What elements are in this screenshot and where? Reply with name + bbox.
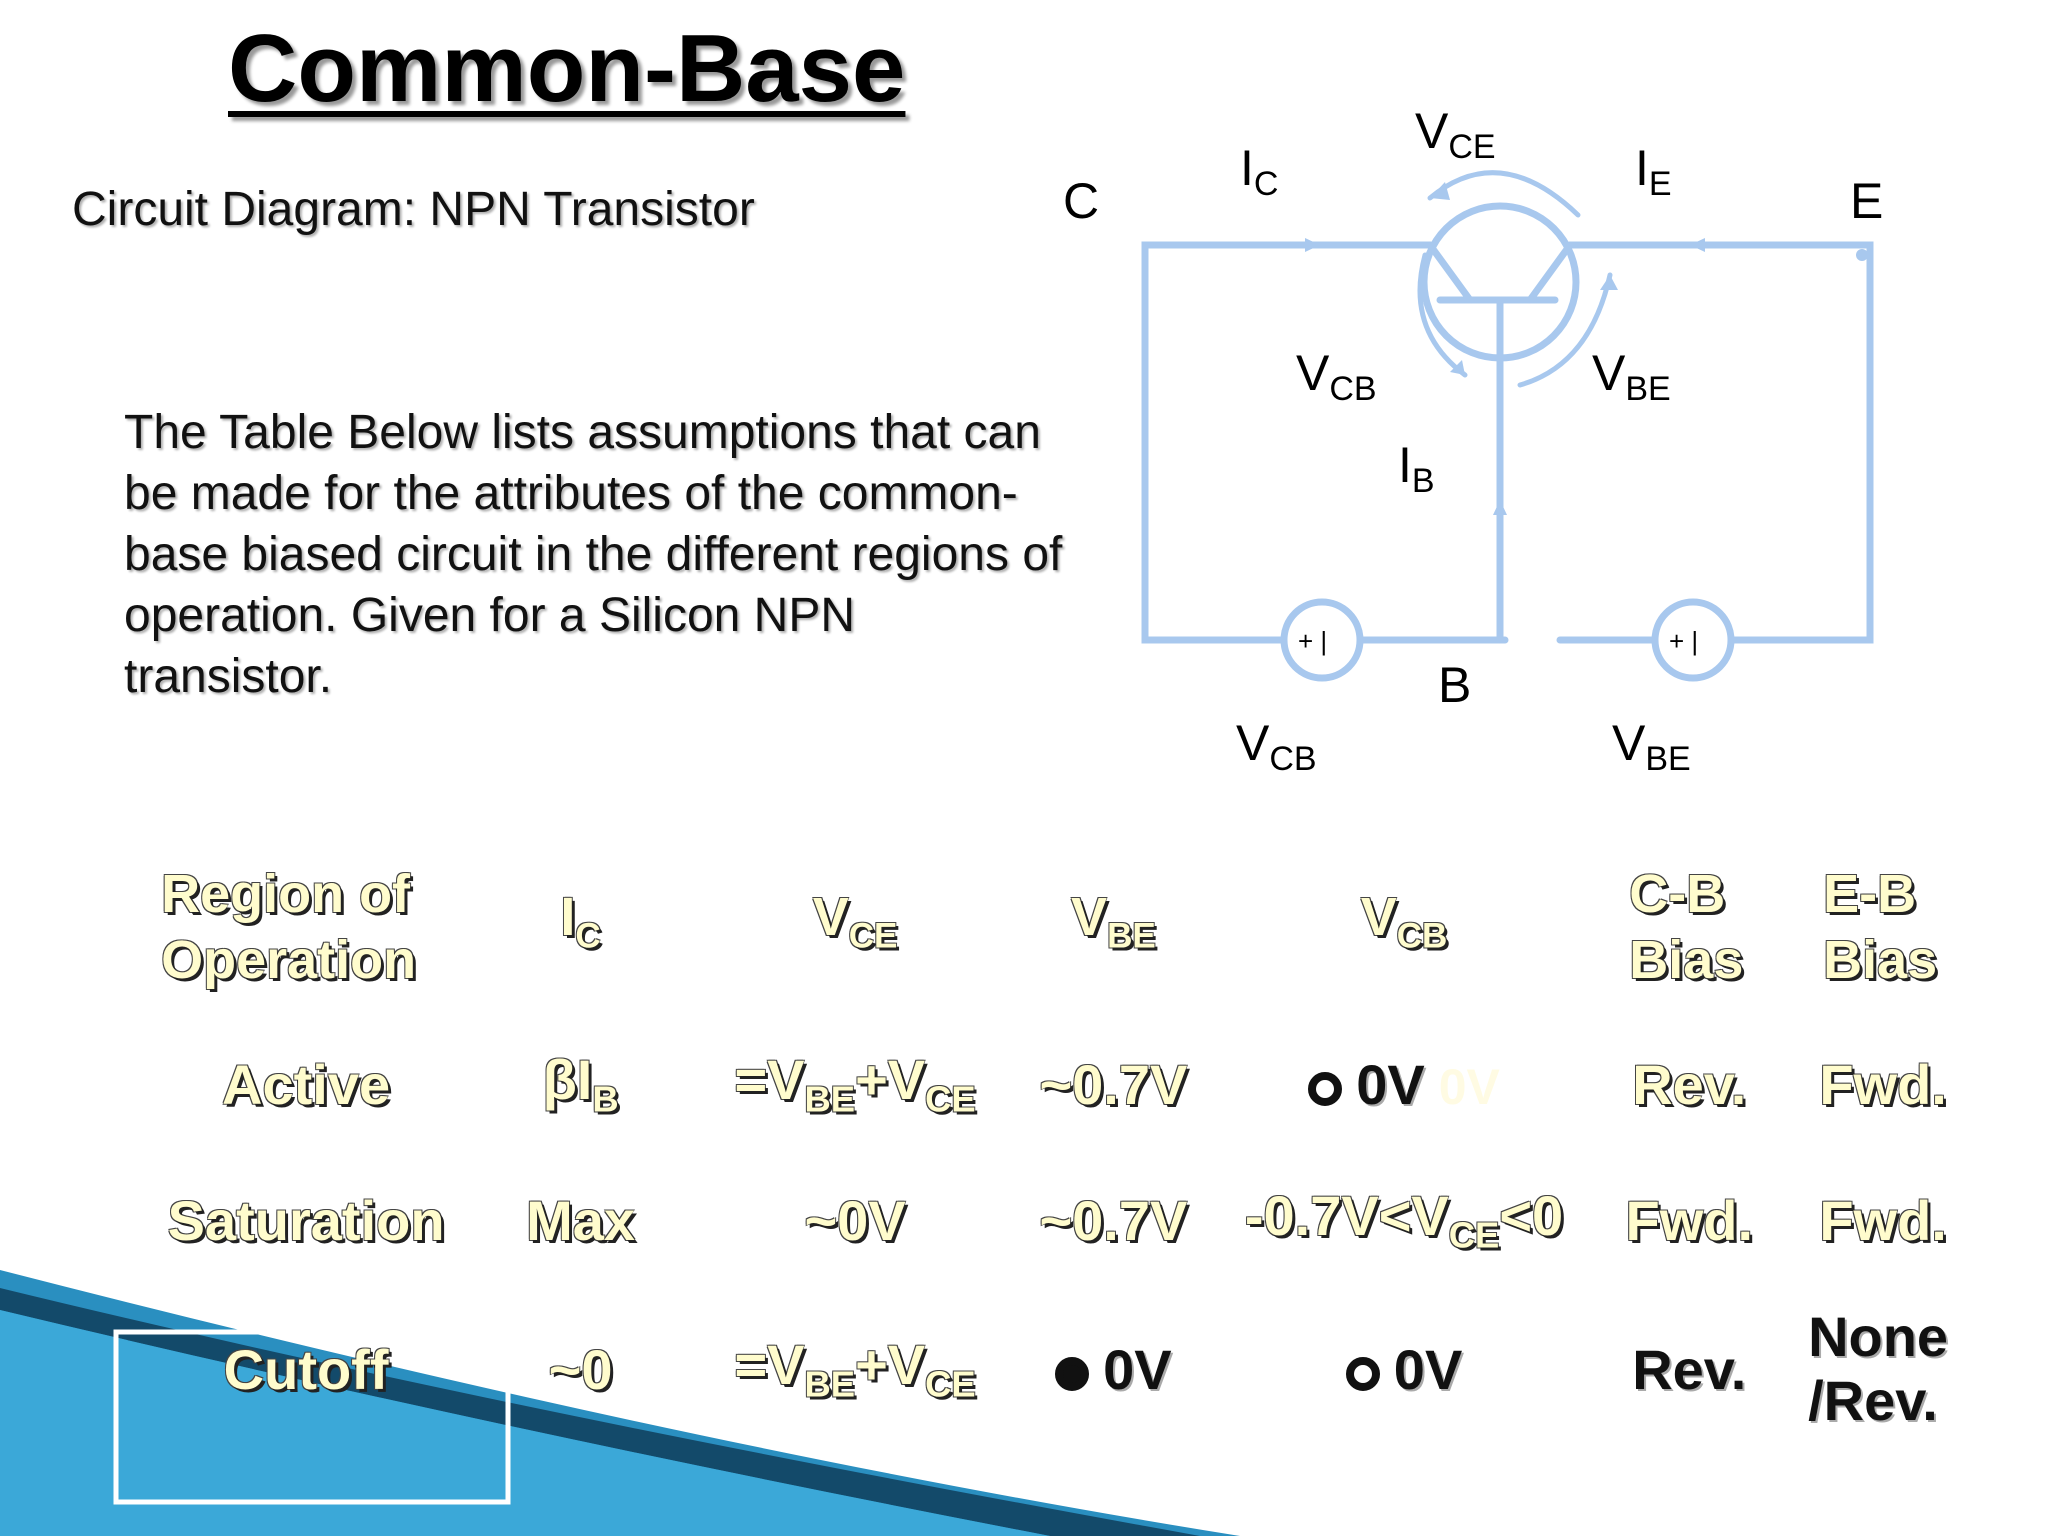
cell-vbe: ~0.7V <box>1039 1188 1188 1252</box>
cell-cb-bias: Rev. <box>1632 1052 1747 1116</box>
cell-eb-bias: None /Rev. <box>1808 1305 1949 1432</box>
header-vce: $V_{CE}$ <box>812 887 898 956</box>
ib-label: $I_B$ <box>1398 437 1435 500</box>
cell-vcb: 0V 0V <box>1216 1022 1593 1146</box>
vbe-source-label: $V_{BE}$ <box>1612 715 1691 778</box>
cell-eb-bias: Fwd. <box>1819 1188 1947 1252</box>
cell-eb-bias: Fwd. <box>1819 1052 1947 1116</box>
cell-vce: $=V_{BE}+V_{CE}$ <box>734 1048 976 1120</box>
slide-title: Common-Base <box>228 15 906 122</box>
node-b-label: B <box>1438 657 1472 713</box>
vcb-inner-label: $V_{CB}$ <box>1296 345 1377 408</box>
wire-right-loop <box>1570 245 1870 640</box>
cell-ic: Max <box>526 1188 636 1252</box>
circle-icon <box>1308 1072 1342 1106</box>
description-paragraph: The Table Below lists assumptions that can be made for the attributes of the common-base biased circuit in the different regions of operation. Given for a Silicon NPN transistor. <box>124 406 1063 703</box>
header-eb-bias: E-B Bias <box>1823 864 1938 990</box>
table-header-row <box>150 832 1980 1022</box>
vcb-source-label: $V_{CB}$ <box>1236 715 1317 778</box>
regions-table <box>150 832 1980 1444</box>
cell-vce: $=V_{BE}+V_{CE}$ <box>734 1333 976 1405</box>
wire-left-loop <box>1145 245 1505 640</box>
cell-vbe: 0V <box>1011 1294 1216 1444</box>
cell-vbe: ~0.7V <box>1039 1052 1188 1116</box>
header-cb-bias: C-B Bias <box>1629 864 1744 990</box>
cell-region: Saturation <box>167 1188 445 1252</box>
cell-ic: $\beta I_B$ <box>542 1048 619 1120</box>
header-region: Region of Operation <box>161 864 417 990</box>
slide-subtitle: Circuit Diagram: NPN Transistor <box>72 183 755 236</box>
vce-label: $V_{CE}$ <box>1415 103 1496 166</box>
cell-ic: ~0 <box>548 1337 613 1401</box>
vbe-inner-label: $V_{BE}$ <box>1592 345 1671 408</box>
table-row <box>150 1022 1980 1146</box>
node-c-label: C <box>1063 173 1100 229</box>
header-ic: $I_C$ <box>560 887 601 956</box>
header-vcb: $V_{CB}$ <box>1360 887 1448 956</box>
cell-vcb: 0V <box>1216 1294 1593 1444</box>
table-row <box>150 1294 1980 1444</box>
cell-region: Active <box>222 1052 391 1116</box>
vbe-source-sign: + | <box>1669 626 1699 656</box>
cell-cb-bias: Rev. <box>1632 1337 1747 1401</box>
circle-icon <box>1055 1357 1089 1391</box>
cell-vce: ~0V <box>804 1188 906 1252</box>
cell-vcb: $-0.7V<V_{CE}<0$ <box>1244 1184 1564 1256</box>
node-e-label: E <box>1850 173 1884 229</box>
vcb-source-sign: + | <box>1298 626 1328 656</box>
ie-label: $I_E$ <box>1635 140 1672 203</box>
header-vbe: $V_{BE}$ <box>1071 887 1156 956</box>
cell-cb-bias: Fwd. <box>1625 1188 1754 1252</box>
circle-icon <box>1346 1357 1380 1391</box>
ic-label: $I_C$ <box>1240 140 1279 203</box>
table-row <box>150 1146 1980 1294</box>
cell-region: Cutoff <box>223 1337 389 1401</box>
